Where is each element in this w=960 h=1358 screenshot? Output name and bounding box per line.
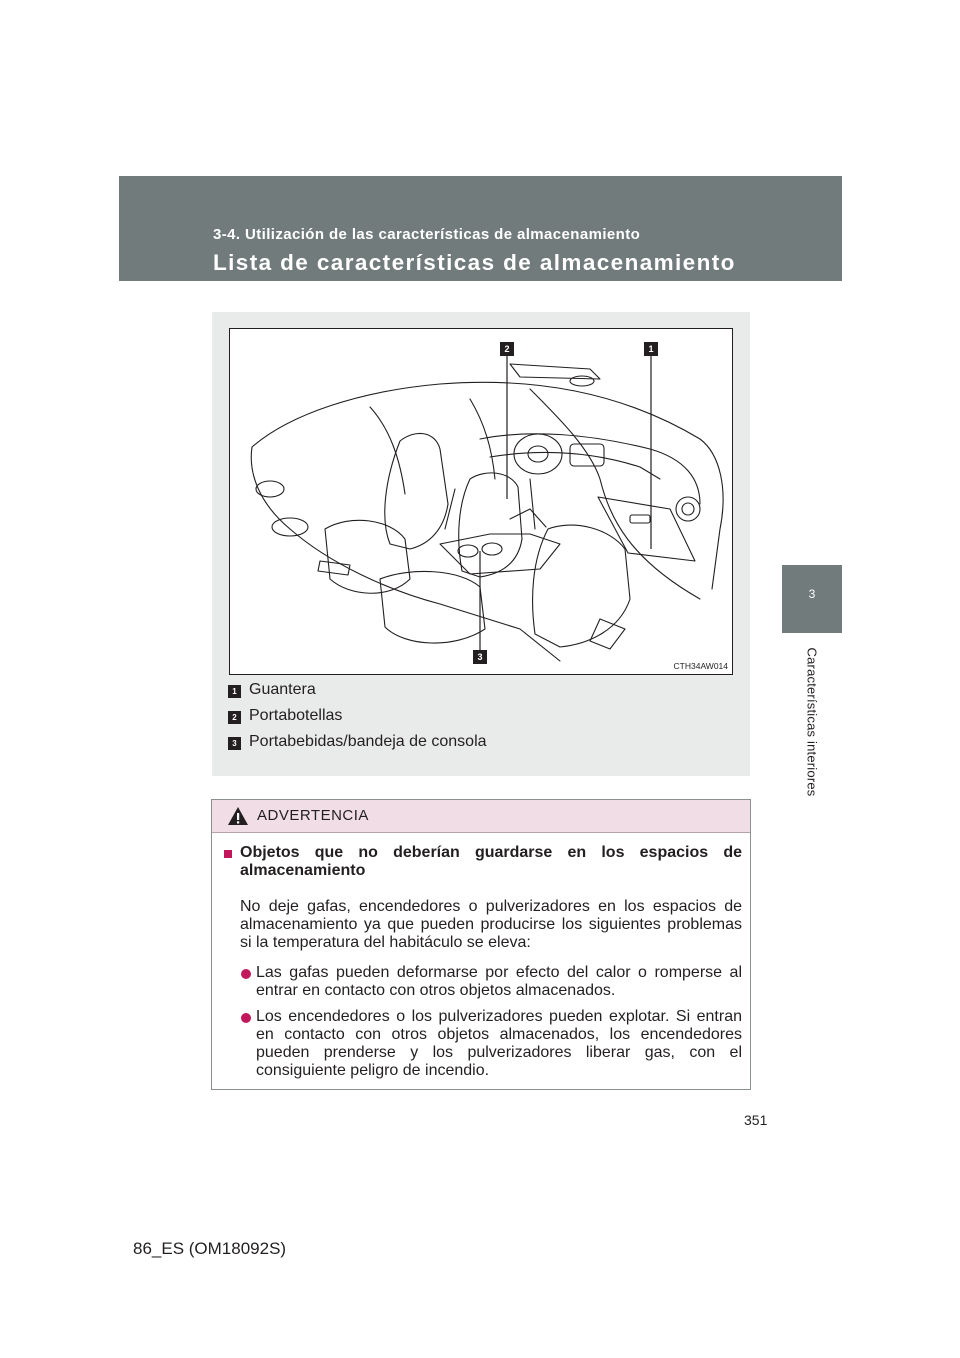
square-bullet-icon [224, 850, 232, 858]
figure-panel [212, 312, 750, 776]
legend-marker: 3 [228, 737, 241, 750]
warning-item-text: Las gafas pueden deformarse por efecto del calor o romperse al entrar en contacto con otros objetos almacenados. [256, 964, 742, 999]
warning-item-text: Los encendedores o los pulverizadores pueden explotar. Si entran en contacto con otros objetos almacenados, los encendedores pueden prenderse y los pulverizadores liberar gas, con el consiguiente peligro de incendio. [256, 1008, 742, 1079]
circle-bullet-icon [241, 969, 251, 979]
car-interior-drawing [230, 329, 733, 675]
page-number: 351 [744, 1112, 768, 1128]
section-title: 3-4. Utilización de las características de almacenamiento [213, 226, 641, 243]
chapter-tab[interactable] [782, 565, 842, 633]
callout-1: 1 [644, 342, 658, 356]
page-title: Lista de características de almacenamiento [213, 250, 736, 275]
warning-item [240, 1008, 742, 1080]
warning-label: ADVERTENCIA [257, 807, 369, 824]
chapter-number: 3 [808, 587, 816, 601]
legend-marker: 2 [228, 711, 241, 724]
legend-text: Guantera [249, 681, 316, 698]
warning-paragraph: No deje gafas, encendedores o pulverizadores en los espacios de almacenamiento ya que pueden producirse los siguientes problemas si la temperatura del habitáculo se eleva: [240, 898, 742, 951]
figure-code: CTH34AW014 [673, 661, 728, 671]
legend-marker: 1 [228, 685, 241, 698]
legend-text: Portabotellas [249, 707, 343, 724]
chapter-tab-label: Características interiores [804, 647, 820, 797]
warning-icon [227, 806, 249, 826]
legend-text: Portabebidas/bandeja de consola [249, 733, 487, 750]
circle-bullet-icon [241, 1013, 251, 1023]
chapter-header [119, 176, 842, 281]
callout-3: 3 [473, 650, 487, 664]
callout-2: 2 [500, 342, 514, 356]
warning-item [240, 964, 742, 1000]
warning-box [211, 799, 751, 1090]
footer-code: 86_ES (OM18092S) [133, 1239, 287, 1258]
warning-heading: Objetos que no deberían guardarse en los espacios de almacenamiento [240, 844, 742, 879]
interior-illustration [229, 328, 733, 675]
warning-header [212, 800, 750, 833]
